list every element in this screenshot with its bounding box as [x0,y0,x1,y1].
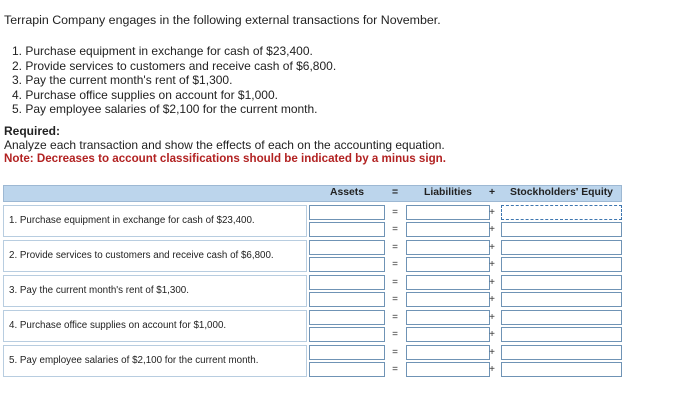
assets-input-2b[interactable] [309,257,385,272]
equity-input-2a[interactable] [501,240,622,255]
equity-input-4b[interactable] [501,327,622,342]
transaction-item: 3. Pay the current month's rent of $1,300. [12,73,233,87]
plus-sign: + [489,207,495,218]
row-label-5 [3,345,307,377]
equals-sign: = [392,294,398,305]
plus-sign: + [489,347,495,358]
liabilities-input-3a[interactable] [406,275,490,290]
assets-input-1a[interactable] [309,205,385,220]
assets-input-3a[interactable] [309,275,385,290]
plus-sign: + [489,224,495,235]
plus-sign: + [489,277,495,288]
equity-input-5b[interactable] [501,362,622,377]
equity-input-1b[interactable] [501,222,622,237]
equity-input-2b[interactable] [501,257,622,272]
assets-input-5b[interactable] [309,362,385,377]
required-heading: Required: [4,124,61,138]
liabilities-input-5a[interactable] [406,345,490,360]
row-label-text: 1. Purchase equipment in exchange for cash of $23,400. [9,215,255,226]
header-assets: Assets [329,187,365,198]
assets-input-4a[interactable] [309,310,385,325]
plus-sign: + [489,294,495,305]
liabilities-input-2a[interactable] [406,240,490,255]
row-label-2 [3,240,307,272]
transaction-item: 2. Provide services to customers and receive cash of $6,800. [12,58,337,73]
row-label-1 [3,205,307,237]
assets-input-4b[interactable] [309,327,385,342]
assets-input-2a[interactable] [309,240,385,255]
header-stockholders-equity: Stockholders' Equity [510,187,613,198]
liabilities-input-2b[interactable] [406,257,490,272]
row-label-text: 3. Pay the current month's rent of $1,300. [9,285,189,296]
plus-sign: + [489,242,495,253]
transaction-item: 4. Purchase office supplies on account for $1,000. [12,87,278,102]
row-label-text: 2. Provide services to customers and receive cash of $6,800. [9,250,274,261]
equals-sign: = [392,312,398,323]
liabilities-input-3b[interactable] [406,292,490,307]
equals-sign: = [392,259,398,270]
transaction-list [12,44,336,117]
transaction-item: 5. Pay employee salaries of $2,100 for the current month. [12,102,318,116]
equity-input-5a[interactable] [501,345,622,360]
assets-input-1b[interactable] [309,222,385,237]
problem-intro: Terrapin Company engages in the following external transactions for November. [4,13,441,27]
equals-sign: = [392,277,398,288]
accounting-equation-table [3,185,622,379]
liabilities-input-1b[interactable] [406,222,490,237]
liabilities-input-1a[interactable] [406,205,490,220]
plus-sign: + [489,312,495,323]
row-label-text: 4. Purchase office supplies on account for $1,000. [9,320,227,331]
equals-sign: = [392,242,398,253]
header-liabilities: Liabilities [424,187,472,198]
required-note: Note: Decreases to account classifications should be indicated by a minus sign. [4,152,446,165]
row-label-4 [3,310,307,342]
plus-sign: + [489,364,495,375]
row-label-3 [3,275,307,307]
equals-sign: = [392,207,398,218]
equity-input-3a[interactable] [501,275,622,290]
equals-sign: = [392,329,398,340]
assets-input-3b[interactable] [309,292,385,307]
header-plus-sign: + [488,187,496,198]
equity-input-3b[interactable] [501,292,622,307]
transaction-item: 1. Purchase equipment in exchange for cash of $23,400. [12,44,313,58]
plus-sign: + [489,329,495,340]
liabilities-input-5b[interactable] [406,362,490,377]
equity-input-4a[interactable] [501,310,622,325]
assets-input-5a[interactable] [309,345,385,360]
liabilities-input-4a[interactable] [406,310,490,325]
equals-sign: = [392,364,398,375]
liabilities-input-4b[interactable] [406,327,490,342]
equity-input-1a[interactable] [501,205,622,220]
header-equals-sign: = [391,187,399,198]
equals-sign: = [392,224,398,235]
equals-sign: = [392,347,398,358]
plus-sign: + [489,259,495,270]
required-instruction: Analyze each transaction and show the effects of each on the accounting equation. [4,138,445,152]
row-label-text: 5. Pay employee salaries of $2,100 for the current month. [9,355,259,366]
